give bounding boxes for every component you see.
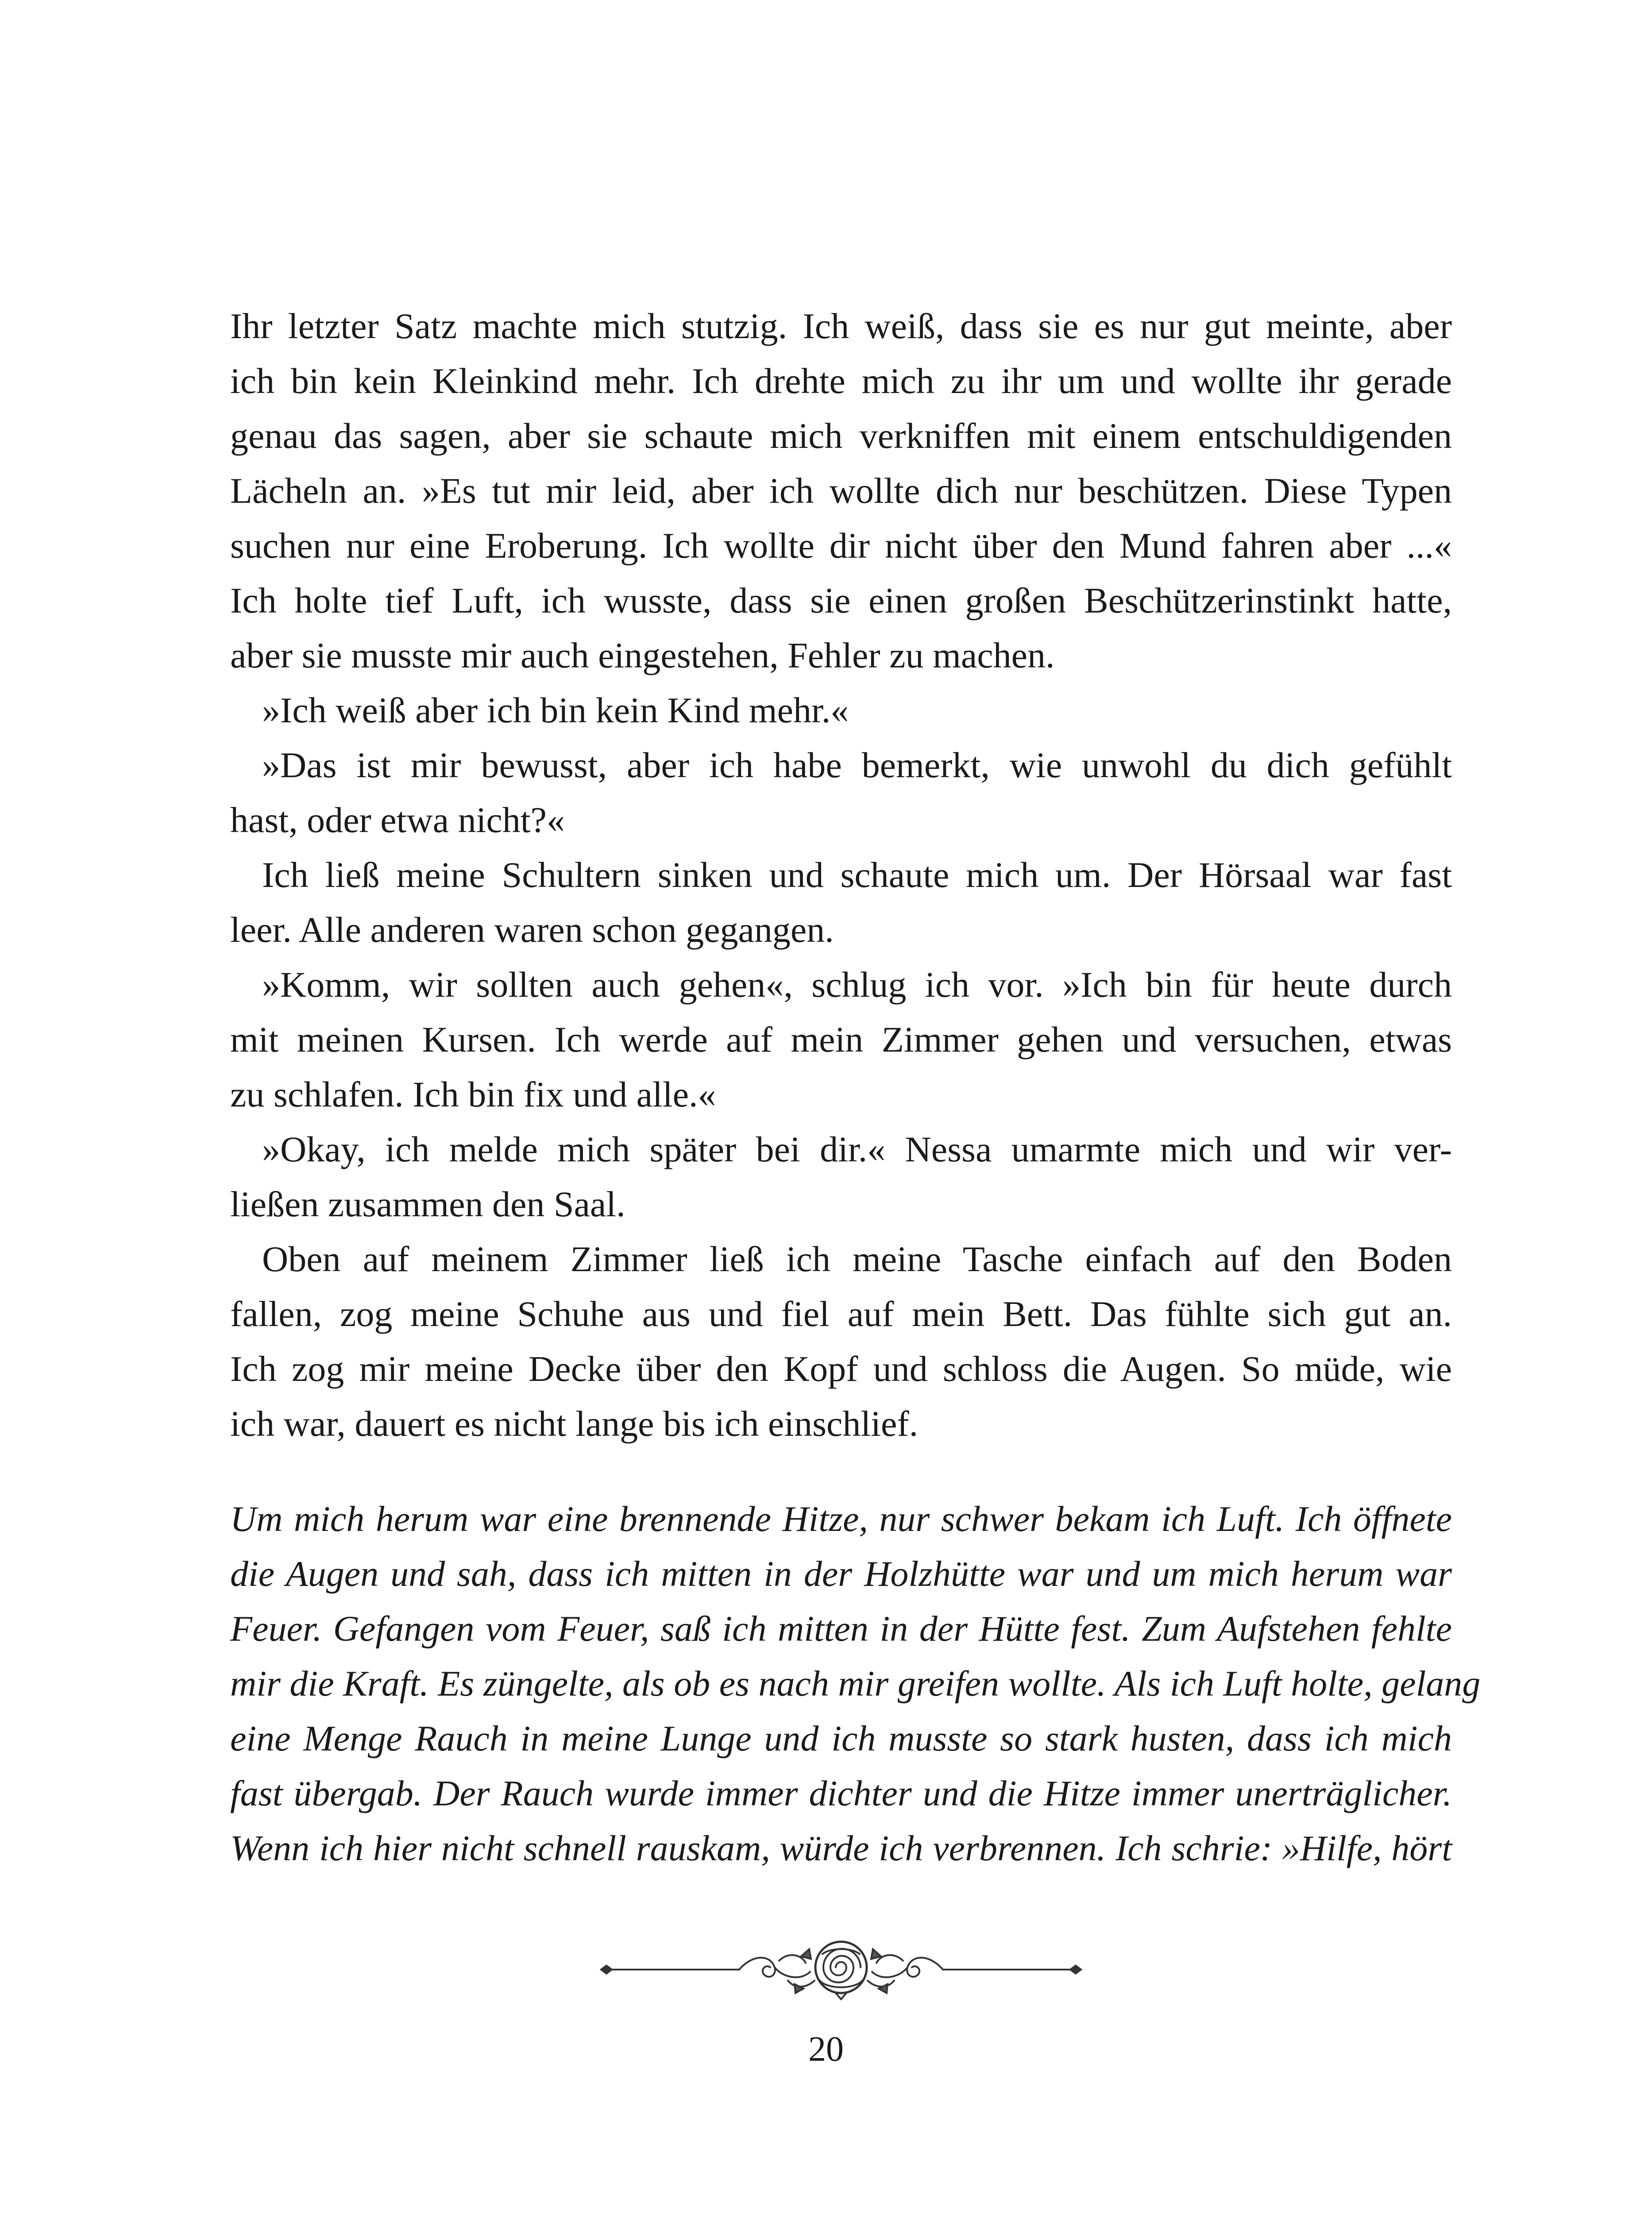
italic-text-line: Feuer. Gefangen vom Feuer, saß ich mitten in der Hütte fest. Zum Aufstehen fehlte — [230, 1608, 1452, 1649]
text-line: ich bin kein Kleinkind mehr. Ich drehte mich zu ihr um und wollte ihr gerade — [230, 361, 1452, 401]
italic-text-line: mir die Kraft. Es züngelte, als ob es nach mir greifen wollte. Als ich Luft holte, gelang — [230, 1663, 1481, 1704]
text-line: »Ich weiß aber ich bin kein Kind mehr.« — [262, 690, 849, 730]
rose-flourish-ornament-icon — [593, 1936, 1089, 2003]
text-line: fallen, zog meine Schuhe aus und fiel auf mein Bett. Das fühlte sich gut an. — [230, 1294, 1452, 1334]
text-line: leer. Alle anderen waren schon gegangen. — [230, 910, 834, 950]
italic-text-line: Um mich herum war eine brennende Hitze, nur schwer bekam ich Luft. Ich öffnete — [230, 1499, 1452, 1539]
main-text-block — [230, 299, 1452, 1451]
text-line: Ihr letzter Satz machte mich stutzig. Ich weiß, dass sie es nur gut meinte, aber — [230, 306, 1452, 346]
text-line: aber sie musste mir auch eingestehen, Fehler zu machen. — [230, 635, 1055, 675]
italic-text-line: die Augen und sah, dass ich mitten in der Holzhütte war und um mich herum war — [230, 1554, 1452, 1594]
text-line: Ich ließ meine Schultern sinken und schaute mich um. Der Hörsaal war fast — [262, 855, 1452, 895]
text-line: Ich holte tief Luft, ich wusste, dass sie einen großen Beschützerinstinkt hatte, — [230, 580, 1452, 621]
text-line: Lächeln an. »Es tut mir leid, aber ich wollte dich nur beschützen. Diese Typen — [230, 470, 1452, 511]
text-line: ließen zusammen den Saal. — [230, 1184, 625, 1224]
text-line: genau das sagen, aber sie schaute mich verkniffen mit einem entschuldigenden — [230, 416, 1452, 456]
italic-text-line: eine Menge Rauch in meine Lunge und ich musste so stark husten, dass ich mich — [230, 1718, 1452, 1758]
text-line: hast, oder etwa nicht?« — [230, 800, 565, 840]
text-line: Oben auf meinem Zimmer ließ ich meine Tasche einfach auf den Boden — [262, 1239, 1452, 1279]
text-line: ich war, dauert es nicht lange bis ich einschlief. — [230, 1403, 919, 1444]
text-line: zu schlafen. Ich bin fix und alle.« — [230, 1074, 716, 1114]
text-line: mit meinen Kursen. Ich werde auf mein Zimmer gehen und versuchen, etwas — [230, 1019, 1452, 1060]
italic-text-line: fast übergab. Der Rauch wurde immer dichter und die Hitze immer unerträglicher. — [230, 1773, 1452, 1813]
text-line: suchen nur eine Eroberung. Ich wollte dir nicht über den Mund fahren aber ...« — [230, 525, 1452, 566]
text-line: »Okay, ich melde mich später bei dir.« Nessa umarmte mich und wir ver- — [262, 1129, 1452, 1169]
text-line: »Komm, wir sollten auch gehen«, schlug ich vor. »Ich bin für heute durch — [262, 964, 1452, 1005]
page-number: 20 — [808, 2030, 844, 2069]
dream-text-block — [230, 1492, 1481, 1876]
italic-text-line: Wenn ich hier nicht schnell rauskam, würde ich verbrennen. Ich schrie: »Hilfe, hört — [230, 1828, 1452, 1868]
text-line: »Das ist mir bewusst, aber ich habe bemerkt, wie unwohl du dich gefühlt — [262, 745, 1452, 785]
text-line: Ich zog mir meine Decke über den Kopf und schloss die Augen. So müde, wie — [230, 1349, 1452, 1389]
